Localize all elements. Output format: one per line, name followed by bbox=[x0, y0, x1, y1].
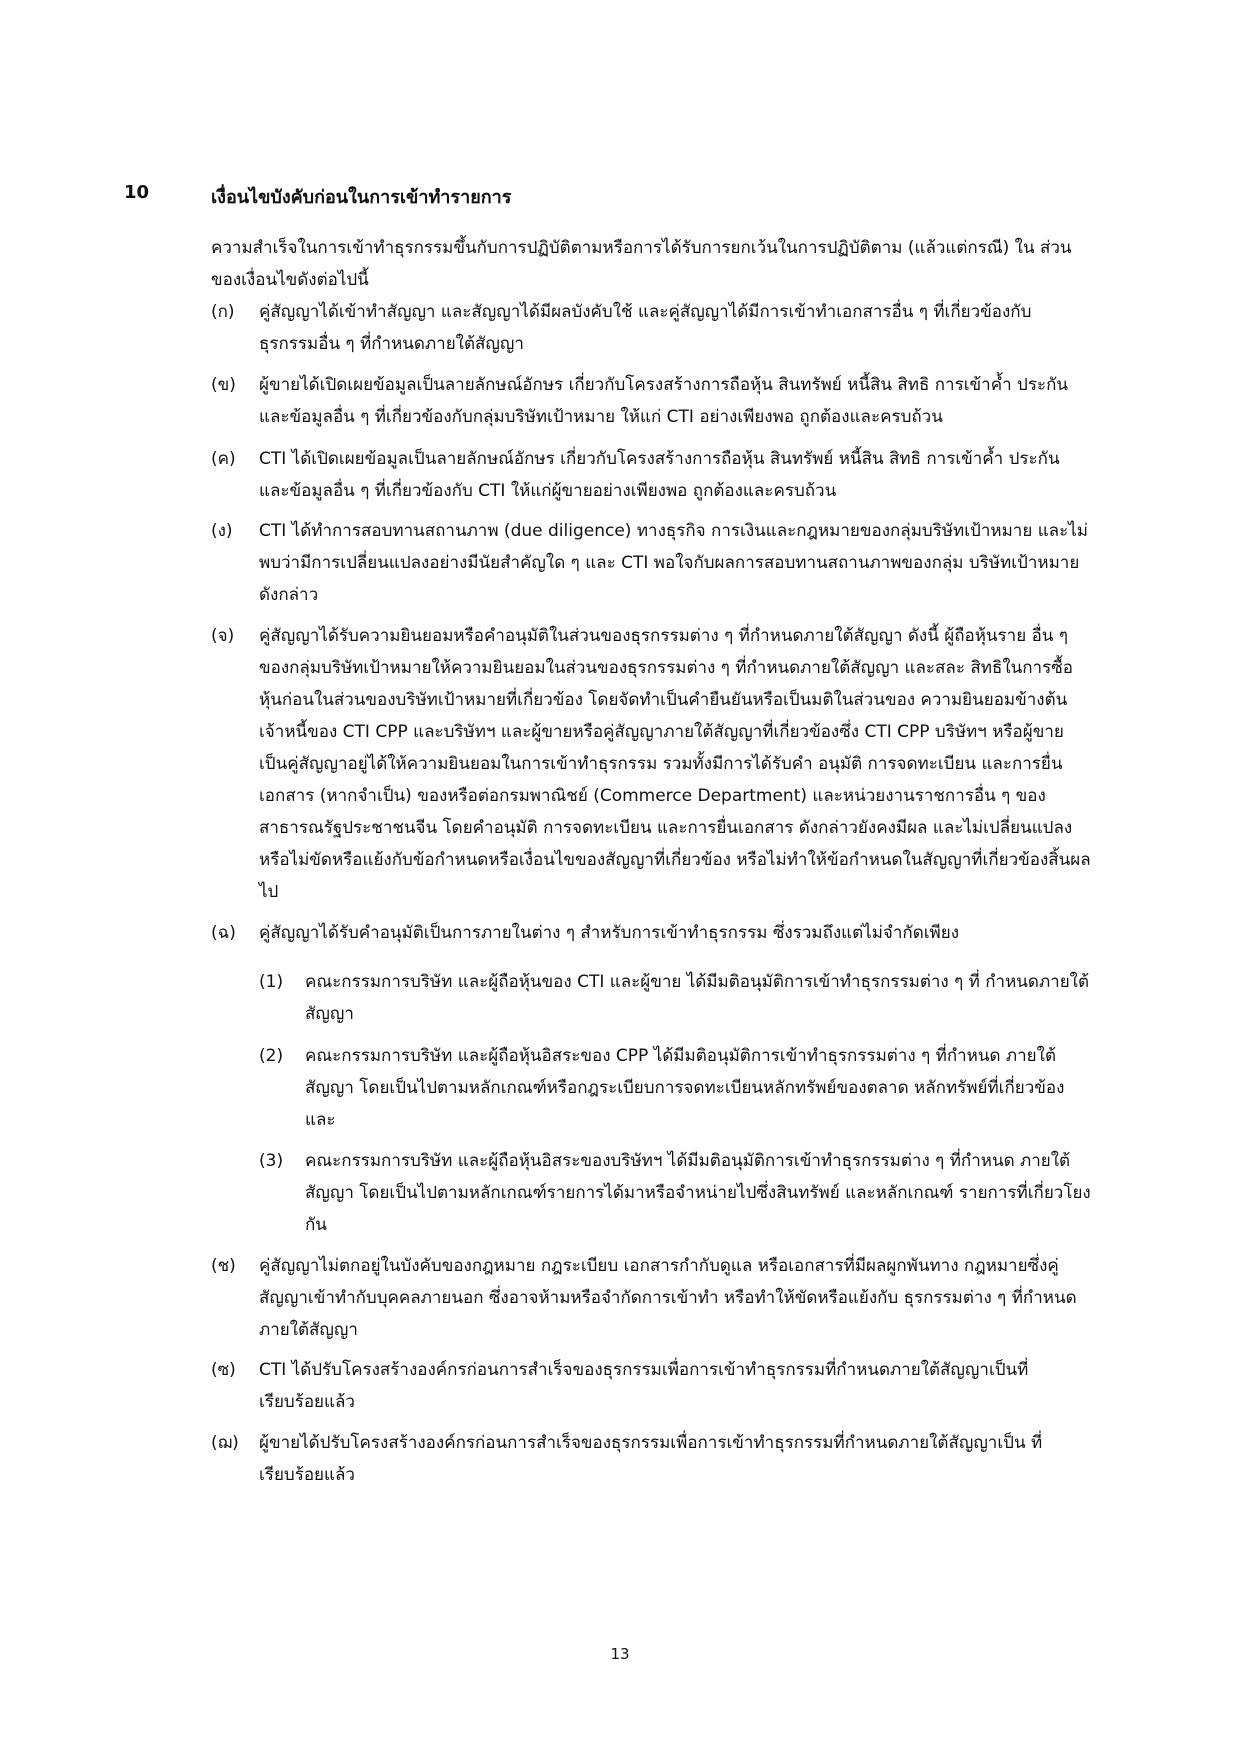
item-label: (ช) bbox=[211, 1256, 236, 1276]
item-label: (ซ) bbox=[211, 1360, 236, 1380]
subitem-label: (2) bbox=[259, 1046, 284, 1066]
item-text: ผู้ขายได้เปิดเผยข้อมูลเป็นลายลักษณ์อักษร เกี่ยวกับโครงสร้างการถือหุ้น สินทรัพย์ หนี้สิน สิทธิ การเข้าค้ำ ประกัน และข้อมูลอื่น ๆ ที่เกี่ยวข้องกับกลุ่มบริษัทเป้าหมาย ให้แก่ CTI อย่างเพียงพอ ถูกต้องและครบถ้วน bbox=[259, 375, 1069, 427]
subitem-label: (3) bbox=[259, 1151, 284, 1171]
item-text: คู่สัญญาได้รับความยินยอมหรือคำอนุมัติในส่วนของธุรกรรมต่าง ๆ ที่กำหนดภายใต้สัญญา ดังนี้ ผู้ถือหุ้นราย อื่น ๆ ของกลุ่มบริษัทเป้าหมายให้ความยินยอมในส่วนของธุรกรรมต่าง ๆ ที่กำหนดภายใต้สัญญา และสละ สิทธิในการซื้อหุ้นก่อนในส่วนของบริษัทเป้าหมายที่เกี่ยวข้อง โดยจัดทำเป็นคำยืนยันหรือเป็นมติในส่วนของ ความยินยอมข้างต้น เจ้าหนี้ของ CTI CPP และบริษัทฯ และผู้ขายหรือคู่สัญญาภายใต้สัญญาที่เกี่ยวข้องซึ่ง CTI CPP บริษัทฯ หรือผู้ขายเป็นคู่สัญญาอยู่ได้ให้ความยินยอมในการเข้าทำธุรกรรม รวมทั้งมีการได้รับคำ อนุมัติ การจดทะเบียน และการยื่นเอกสาร (หากจำเป็น) ของหรือต่อกรมพาณิชย์ (Commerce Department) และหน่วยงานราชการอื่น ๆ ของสาธารณรัฐประชาชนจีน โดยคำอนุมัติ การจดทะเบียน และการยื่นเอกสาร ดังกล่าวยังคงมีผล และไม่เปลี่ยนแปลง หรือไม่ขัดหรือแย้งกับข้อกำหนดหรือเงื่อนไขของสัญญาที่เกี่ยวข้อง หรือไม่ทำให้ข้อกำหนดในสัญญาที่เกี่ยวข้องสิ้นผลไป bbox=[259, 626, 1091, 902]
subitem-label: (1) bbox=[259, 972, 284, 992]
item-text: คู่สัญญาได้เข้าทำสัญญา และสัญญาได้มีผลบังคับใช้ และคู่สัญญาได้มีการเข้าทำเอกสารอื่น ๆ ที่เกี่ยวข้องกับ ธุรกรรมอื่น ๆ ที่กำหนดภายใต้สัญญา bbox=[259, 302, 1032, 354]
subitem-text: คณะกรรมการบริษัท และผู้ถือหุ้นอิสระของบริษัทฯ ได้มีมติอนุมัติการเข้าทำธุรกรรมต่าง ๆ ที่กำหนด ภายใต้สัญญา โดยเป็นไปตามหลักเกณฑ์รายการได้มาหรือจำหน่ายไปซึ่งสินทรัพย์ และหลักเกณฑ์ รายการที่เกี่ยวโยงกัน bbox=[305, 1151, 1091, 1235]
item-label: (ก) bbox=[211, 302, 235, 322]
item-label: (ข) bbox=[211, 375, 236, 395]
subitem-text: คณะกรรมการบริษัท และผู้ถือหุ้นอิสระของ CPP ได้มีมติอนุมัติการเข้าทำธุรกรรมต่าง ๆ ที่กำหนด ภายใต้สัญญา โดยเป็นไปตามหลักเกณฑ์หรือกฎระเบียบการจดทะเบียนหลักทรัพย์ของตลาด หลักทรัพย์ที่เกี่ยวข้อง และ bbox=[305, 1046, 1065, 1130]
item-label: (ค) bbox=[211, 449, 236, 469]
item-label: (ง) bbox=[211, 521, 233, 541]
section-number: 10 bbox=[124, 182, 150, 203]
item-text: CTI ได้ปรับโครงสร้างองค์กรก่อนการสำเร็จของธุรกรรมเพื่อการเข้าทำธุรกรรมที่กำหนดภายใต้สัญญาเป็นที่ เรียบร้อยแล้ว bbox=[259, 1360, 1029, 1412]
item-label: (จ) bbox=[211, 626, 235, 646]
section-intro: ความสำเร็จในการเข้าทำธุรกรรมขึ้นกับการปฏิบัติตามหรือการได้รับการยกเว้นในการปฏิบัติตาม (แล้วแต่กรณี) ใน ส่วนของเงื่อนไขดังต่อไปนี้ bbox=[211, 238, 1072, 290]
item-text: คู่สัญญาไม่ตกอยู่ในบังคับของกฎหมาย กฎระเบียบ เอกสารกำกับดูแล หรือเอกสารที่มีผลผูกพันทาง กฎหมายซึ่งคู่สัญญาเข้าทำกับบุคคลภายนอก ซึ่งอาจห้ามหรือจำกัดการเข้าทำ หรือทำให้ขัดหรือแย้งกับ ธุรกรรมต่าง ๆ ที่กำหนดภายใต้สัญญา bbox=[259, 1256, 1077, 1340]
item-text: CTI ได้ทำการสอบทานสถานภาพ (due diligence) ทางธุรกิจ การเงินและกฎหมายของกลุ่มบริษัทเป้าหมาย และไม่พบว่ามีการเปลี่ยนแปลงอย่างมีนัยสำคัญใด ๆ และ CTI พอใจกับผลการสอบทานสถานภาพของกลุ่ม บริษัทเป้าหมายดังกล่าว bbox=[259, 521, 1088, 605]
item-label: (ฌ) bbox=[211, 1433, 239, 1453]
item-label: (ฉ) bbox=[211, 923, 236, 943]
page-number: 13 bbox=[610, 1645, 630, 1663]
subitem-text: คณะกรรมการบริษัท และผู้ถือหุ้นของ CTI และผู้ขาย ได้มีมติอนุมัติการเข้าทำธุรกรรมต่าง ๆ ที่ กำหนดภายใต้สัญญา bbox=[305, 972, 1090, 1024]
item-text: ผู้ขายได้ปรับโครงสร้างองค์กรก่อนการสำเร็จของธุรกรรมเพื่อการเข้าทำธุรกรรมที่กำหนดภายใต้สัญญาเป็น ที่เรียบร้อยแล้ว bbox=[259, 1433, 1043, 1485]
item-text: CTI ได้เปิดเผยข้อมูลเป็นลายลักษณ์อักษร เกี่ยวกับโครงสร้างการถือหุ้น สินทรัพย์ หนี้สิน สิทธิ การเข้าค้ำ ประกัน และข้อมูลอื่น ๆ ที่เกี่ยวข้องกับ CTI ให้แก่ผู้ขายอย่างเพียงพอ ถูกต้องและครบถ้วน bbox=[259, 449, 1060, 501]
item-text: คู่สัญญาได้รับคำอนุมัติเป็นการภายในต่าง ๆ สำหรับการเข้าทำธุรกรรม ซึ่งรวมถึงแต่ไม่จำกัดเพียง bbox=[259, 923, 960, 943]
section-title: เงื่อนไขบังคับก่อนในการเข้าทำรายการ bbox=[211, 187, 512, 208]
